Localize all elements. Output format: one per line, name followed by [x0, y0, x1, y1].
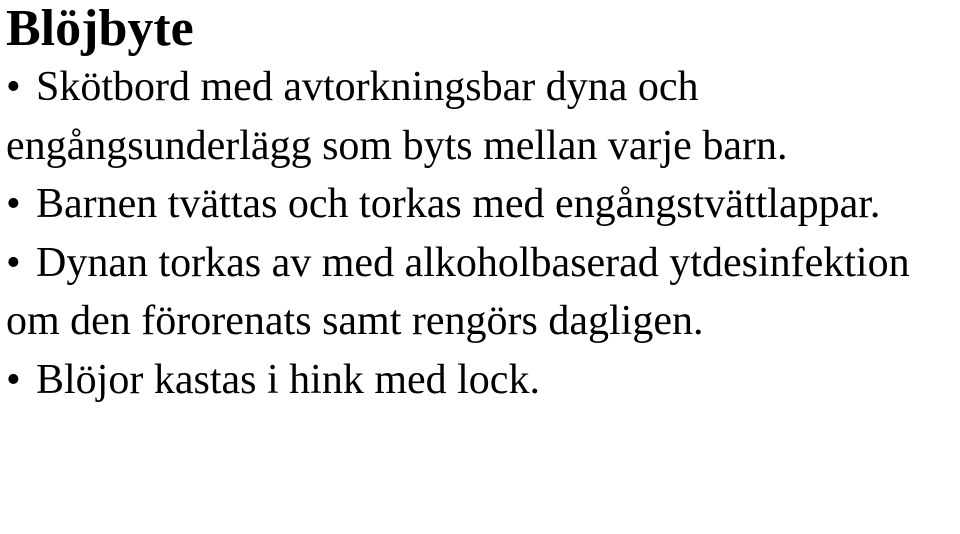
bullet-icon: • — [6, 64, 21, 110]
bullet-list — [6, 58, 958, 409]
bullet-icon: • — [6, 356, 21, 403]
list-item — [6, 234, 958, 351]
bullet-icon: • — [6, 239, 21, 286]
list-item — [6, 351, 958, 410]
slide-title: Blöjbyte — [6, 0, 194, 57]
list-item — [6, 58, 958, 175]
bullet-text: Skötbord med avtorkningsbar dyna och engångsunderlägg som byts mellan varje barn. — [6, 64, 788, 169]
bullet-text: Blöjor kastas i hink med lock. — [36, 356, 540, 403]
bullet-icon: • — [6, 181, 21, 227]
bullet-text: Barnen tvättas och torkas med engångstvättlappar. — [36, 181, 881, 227]
bullet-text: Dynan torkas av med alkoholbaserad ytdesinfektion om den förorenats samt rengörs dagligen. — [6, 239, 910, 344]
list-item — [6, 175, 958, 234]
